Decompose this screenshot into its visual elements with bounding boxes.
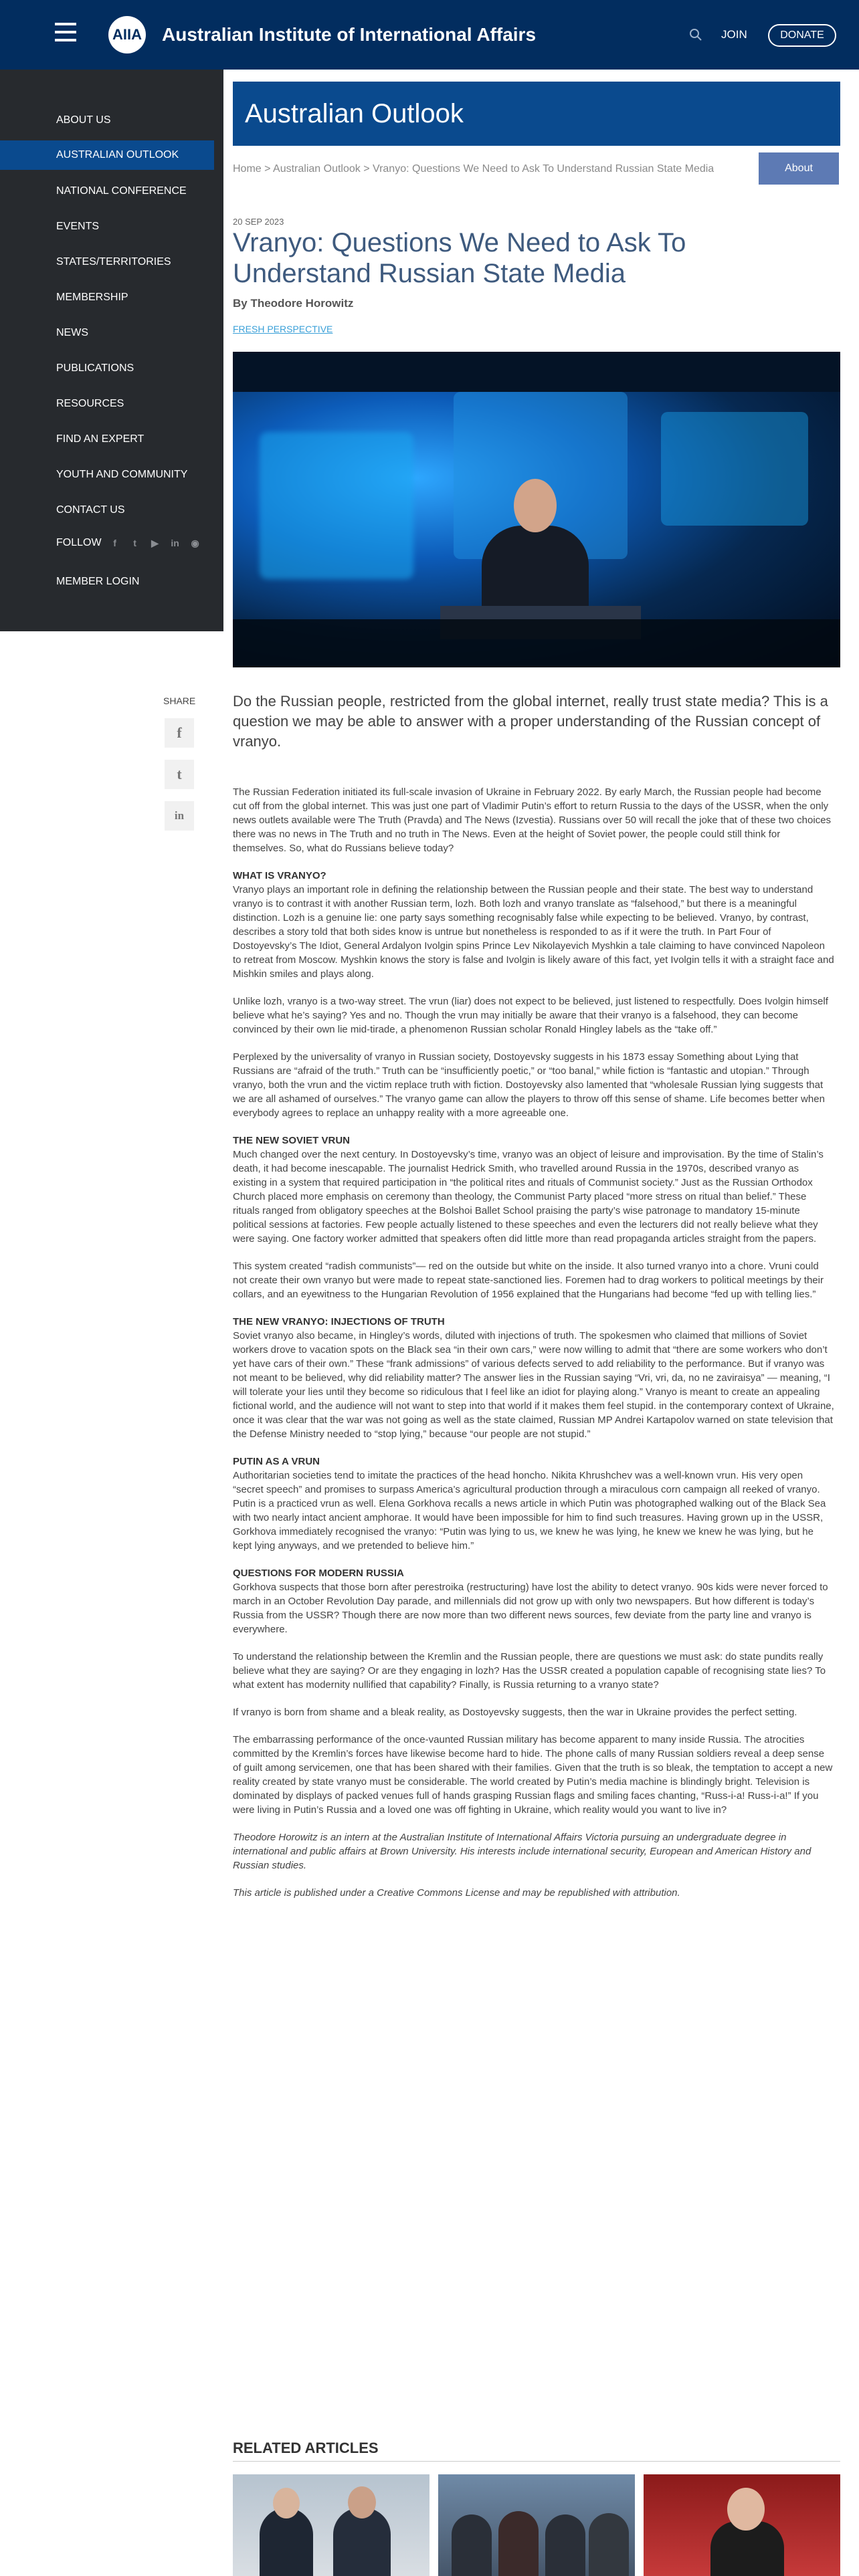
article-paragraph: To understand the relationship between the Kremlin and the Russian people, there are questions we must ask: do state pundits really believe what they are saying? Or are they engaging in lozh? Has the USSR created a population capable of recognising state lies? To what extent has modernity nullified that capability? Finally, is Russia returning to a vranyo state? xyxy=(233,1651,826,1691)
article-paragraph: Much changed over the next century. In Dostoyevsky’s time, vranyo was an object of leisure and improvisation. By the time of Stalin’s death, it had become inescapable. The journalist Hedrick Smith, who travelled around Russia in the 1970s, described vranyo as existing in a system that required participation in “the political rites and rituals of Communist society.” Just as the Russian Orthodox Church placed more emphasis on ceremony than theology, the Communist Party placed “more stress on ritual than belief.” These rituals ranged from obligatory speeches at the Bolshoi Ballet School praising the party’s wise patronage to mandatory 15-minute political sessions at factories. Few people actually listened to these speeches and even the lecturers did not really believe what they were saying. One factory worker admitted that speakers often did little more than read propaganda articles straight from the papers. xyxy=(233,1149,824,1245)
related-articles-heading: RELATED ARTICLES xyxy=(233,2440,379,2456)
article-date: 20 SEP 2023 xyxy=(233,217,284,227)
article-lead: Do the Russian people, restricted from the global internet, really trust state media? This is a question we may be able to answer with a proper understanding of the Russian concept of vranyo. xyxy=(233,693,828,750)
sidebar-nav xyxy=(0,70,223,631)
section-heading: WHAT IS VRANYO? xyxy=(233,870,326,881)
section-banner xyxy=(233,82,840,146)
sidebar-item-national-conference[interactable]: NATIONAL CONFERENCE xyxy=(56,185,187,197)
article-title: Vranyo: Questions We Need to Ask To Understand Russian State Media xyxy=(233,228,686,288)
aiia-logo[interactable]: AIIA xyxy=(108,16,146,53)
article-paragraph: This system created “radish communists”— red on the outside but white on the inside. It also turned vranyo into a chore. Vruni could not create their own vranyo but were made to repeat state-sanctioned lies. Foremen had to drag workers to political meetings by their collars, and an eyewitness to the Hungarian Revolution of 1956 explained that the Hungarians had become “fed up with telling lies.” xyxy=(233,1261,824,1300)
section-heading: THE NEW SOVIET VRUN xyxy=(233,1135,351,1146)
linkedin-icon[interactable]: in xyxy=(171,538,179,548)
article-body xyxy=(233,785,835,1913)
youtube-icon[interactable]: ▶ xyxy=(151,537,159,548)
category-link[interactable]: FRESH PERSPECTIVE xyxy=(233,324,333,334)
article-paragraph: The embarrassing performance of the once-vaunted Russian military has become apparent to many inside Russia. The atrocities committed by the Kremlin’s forces have likewise become hard to hide. The phone calls of many Russian soldiers reveal a deep sense of guilt among servicemen, one that has been shared with their families. Given that the truth is so bleak, the temptation to accept a new reality created by state vranyo must be considerable. The world created by Putin’s media machine is blindingly bright. Television is dominated by displays of packed venues full of hands grasping Russian flags and smiling faces chanting, “Russ-i-a! Russ-i-a!” If you were living in Putin’s Russia and a loved one was off fighting in Ukraine, which reality would you want to live in? xyxy=(233,1734,833,1816)
hero-image xyxy=(233,352,840,667)
sidebar-item-resources[interactable]: RESOURCES xyxy=(56,398,124,409)
article-paragraph: Unlike lozh, vranyo is a two-way street. The vrun (liar) does not expect to be believed, just listened to respectfully. Does Ivolgin himself believe what he’s saying? Yes and no. Though the vrun may initially be aware that their vranyo is a falsehood, they can become convinced by their own lie mid-tirade, a phenomenon Russian scholar Ronald Hingley labels as the “take off.” xyxy=(233,996,828,1035)
article-paragraph: Gorkhova suspects that those born after perestroika (restructuring) have lost the ability to detect vranyo. 90s kids were never forced to march in an October Revolution Day parade, and millennials did not grow up with only two newspapers. But how different is today’s Russia from the USSR? Though there are now more than two different news sources, few deviate from the party line and vranyo is everywhere. xyxy=(233,1582,828,1635)
sidebar-item-membership[interactable]: MEMBERSHIP xyxy=(56,292,128,303)
linkedin-share-icon[interactable]: in xyxy=(165,801,194,831)
donate-button[interactable]: DONATE xyxy=(768,24,836,47)
article-author: By Theodore Horowitz xyxy=(233,297,354,310)
article-paragraph: Authoritarian societies tend to imitate the practices of the head honcho. Nikita Khrushchev was a well-known vrun. His very open “secret speech” and promises to surpass America’s agricultural production through a miraculous corn campaign all reeked of vranyo. Putin is a practiced vrun as well. Elena Gorkhova recalls a news article in which Putin was photographed walking out of the Black Sea with two nearly intact ancient amphorae. It would have been impossible for him to find such treasures. Having grown up in the USSR, Gorkhova immediately recognised the vranyo: “Putin was lying to us, we knew he was lying, he knew we knew he was lying, but he kept lying anyways, and we pretended to believe him.” xyxy=(233,1470,826,1551)
facebook-share-icon[interactable]: f xyxy=(165,718,194,748)
about-button[interactable]: About xyxy=(759,152,839,185)
member-login-link[interactable]: MEMBER LOGIN xyxy=(56,576,140,587)
twitter-share-icon[interactable]: t xyxy=(165,760,194,789)
section-heading: THE NEW VRANYO: INJECTIONS OF TRUTH xyxy=(233,1316,445,1327)
facebook-icon[interactable]: f xyxy=(113,538,116,548)
follow-row xyxy=(56,536,202,550)
related-article-thumbnail[interactable] xyxy=(233,2474,430,2576)
sidebar-item-youth-and-community[interactable]: YOUTH AND COMMUNITY xyxy=(56,469,188,480)
article-paragraph: The Russian Federation initiated its full-scale invasion of Ukraine in February 2022. By early March, the Russian people had become cut off from the global internet. This was just one part of Vladimir Putin’s effort to return Russia to the days of the USSR, when the only news outlets available were The Truth (Pravda) and The News (Izvestia). Russians over 50 will recall the joke that of these two choices there was no news in The Truth and no truth in The News. Even at the height of Soviet power, the people could still think for themselves. So, what do Russians believe today? xyxy=(233,786,832,854)
sidebar-item-news[interactable]: NEWS xyxy=(56,327,88,338)
article-paragraph: Soviet vranyo also became, in Hingley’s words, diluted with injections of truth. The spokesmen who claimed that millions of Soviet workers drove to vacation spots on the Black sea “in their own cars,” were now willing to admit that “there are some workers who don’t yet have cars of their own.” These “frank admissions” of various defects served to add reliability to the performance. But if vranyo was not meant to be believed, why did reliability matter? The answer lies in the Russian saying “Vri, vri, da, no ne zaviraisya” — meaning, “I will tolerate your lies until they become so ridiculous that I feel like an idiot for playing along.” Vranyo is meant to create an appealing fictional world, and the audience will not want to step into that world if it makes them feel stupid. in the contemporary context of Ukraine, once it was clear that the war was not going as well as the state claimed, Russian MP Andrei Kartapolov warned on state television that the Defense Ministry needed to “stop lying,” because “our people are not stupid.” xyxy=(233,1330,834,1440)
rss-icon[interactable]: ◉ xyxy=(191,537,199,548)
join-link[interactable]: JOIN xyxy=(721,28,747,41)
article-paragraph: Perplexed by the universality of vranyo in Russian society, Dostoyevsky suggests in his 1873 essay Something about Lying that Russians are “afraid of the truth.” Truth can be “insufficiently poetic,” or “too banal,” while fiction is “fantastic and utopian.” Through vranyo, both the vrun and the victim replace truth with fiction. Dostoyevsky also lamented that “wholesale Russian lying suggests that we are all ashamed of ourselves.” The vranyo game can allow the players to throw off this sense of shame. Life becomes better when everybody agrees to replace an unhappy reality with a more agreeable one. xyxy=(233,1051,825,1119)
sidebar-item-publications[interactable]: PUBLICATIONS xyxy=(56,362,134,374)
sidebar-item-about-us[interactable]: ABOUT US xyxy=(56,114,111,126)
section-heading: PUTIN AS A VRUN xyxy=(233,1456,320,1467)
search-icon[interactable] xyxy=(689,28,702,41)
article-paragraph: Vranyo plays an important role in defining the relationship between the Russian people and their state. The best way to understand vranyo is to contrast it with another Russian term, lozh. Both lozh and vranyo translate as “falsehood,” but there is a meaningful distinction. Lozh is a genuine lie: one party says something recognisably false while expecting to be believed. Vranyo, by contrast, describes a story told that both sides know is untrue but nonetheless is responded to as if it were the truth. In Part Four of Dostoyevsky’s The Idiot, General Ardalyon Ivolgin spins Prince Lev Nikolayevich Myshkin a tale claiming to have convinced Napoleon to retreat from Moscow. Myshkin knows the story is false and Ivolgin is likely aware of this fact, yet Ivolgin tells it with a straight face and Mishkin smiles and plays along. xyxy=(233,884,834,980)
share-label: SHARE xyxy=(163,695,196,706)
twitter-icon[interactable]: t xyxy=(133,538,136,548)
related-article-thumbnail[interactable] xyxy=(644,2474,840,2576)
follow-label: FOLLOW xyxy=(56,537,102,548)
divider xyxy=(233,2461,840,2462)
author-bio: Theodore Horowitz is an intern at the Australian Institute of International Affairs Victoria pursuing an undergraduate degree in international and public affairs at Brown University. His interests include international security, European and American History and Russian studies. xyxy=(233,1832,812,1871)
article-paragraph: If vranyo is born from shame and a bleak reality, as Dostoyevsky suggests, then the war in Ukraine provides the perfect setting. xyxy=(233,1707,797,1718)
site-header xyxy=(0,0,859,70)
sidebar-item-find-an-expert[interactable]: FIND AN EXPERT xyxy=(56,433,145,445)
sidebar-item-events[interactable]: EVENTS xyxy=(56,221,100,232)
sidebar-item-australian-outlook[interactable]: AUSTRALIAN OUTLOOK xyxy=(0,140,214,170)
sidebar-item-states-territories[interactable]: STATES/TERRITORIES xyxy=(56,256,171,267)
menu-icon[interactable] xyxy=(55,23,78,41)
section-heading: QUESTIONS FOR MODERN RUSSIA xyxy=(233,1568,404,1579)
related-article-thumbnail[interactable] xyxy=(438,2474,635,2576)
license-note: This article is published under a Creative Commons License and may be republished with attribution. xyxy=(233,1887,680,1899)
breadcrumb[interactable]: Home > Australian Outlook > Vranyo: Questions We Need to Ask To Understand Russian State Media xyxy=(233,163,714,175)
banner-title: Australian Outlook xyxy=(245,99,464,128)
site-title[interactable]: Australian Institute of International Affairs xyxy=(162,24,537,45)
sidebar-item-contact-us[interactable]: CONTACT US xyxy=(56,504,125,516)
